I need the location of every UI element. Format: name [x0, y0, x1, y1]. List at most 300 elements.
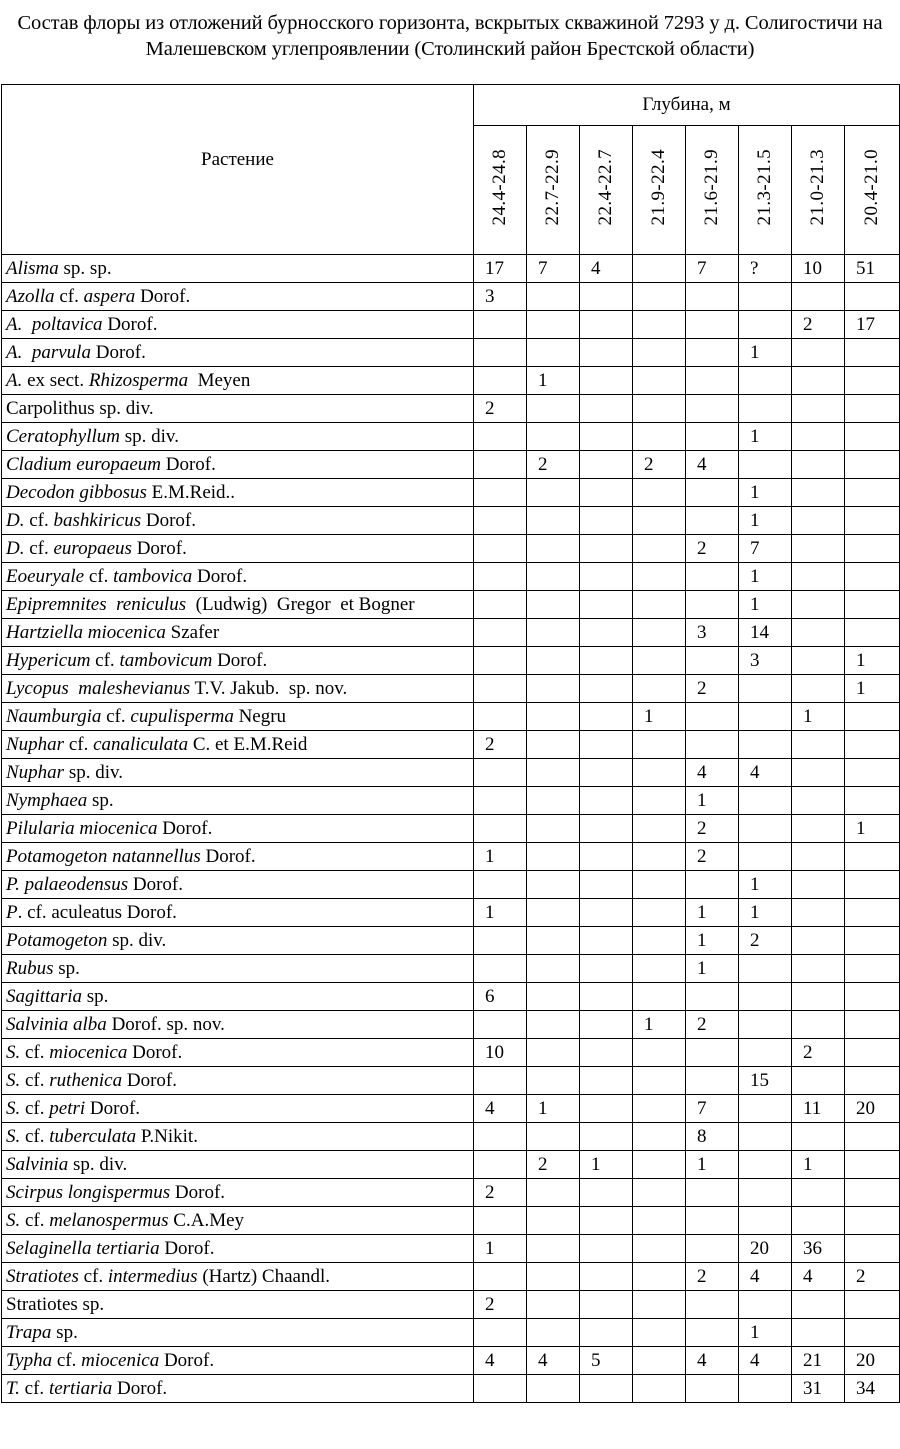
count-cell: [845, 899, 900, 927]
count-cell: [739, 1039, 792, 1067]
count-cell: [845, 507, 900, 535]
count-cell: 4: [792, 1263, 845, 1291]
depth-header-cell: [633, 126, 686, 255]
table-row: [2, 647, 900, 675]
plant-name-cell: [2, 451, 474, 479]
count-cell: [633, 1039, 686, 1067]
taxon-italic-text: Rubus: [6, 958, 54, 979]
table-row: [2, 311, 900, 339]
table-row: [2, 1291, 900, 1319]
taxon-italic-text: bashkiricus: [53, 510, 142, 531]
depth-label: 20.4-21.0: [861, 148, 882, 226]
taxon-text: cf.: [20, 1098, 50, 1119]
taxon-italic-text: intermedius: [107, 1266, 198, 1287]
count-cell: [527, 423, 580, 451]
count-cell: [792, 1291, 845, 1319]
count-cell: [845, 367, 900, 395]
taxon-italic-text: Alisma: [6, 258, 59, 279]
count-cell: 17: [845, 311, 900, 339]
taxon-text: P.Nikit.: [136, 1126, 198, 1147]
count-cell: 2: [792, 1039, 845, 1067]
taxon-italic-text: tambovicum: [119, 650, 213, 671]
taxon-text: Dorof.: [170, 1182, 226, 1203]
count-cell: [527, 843, 580, 871]
table-row: [2, 591, 900, 619]
count-cell: 2: [474, 731, 527, 759]
count-cell: [474, 759, 527, 787]
plant-name-cell: [2, 255, 474, 283]
count-cell: 2: [527, 1151, 580, 1179]
plant-name-cell: [2, 843, 474, 871]
count-cell: [527, 563, 580, 591]
table-row: [2, 367, 900, 395]
count-cell: [527, 1291, 580, 1319]
plant-name-cell: [2, 703, 474, 731]
count-cell: [686, 395, 739, 423]
count-cell: [845, 1235, 900, 1263]
count-cell: [686, 647, 739, 675]
count-cell: [580, 339, 633, 367]
count-cell: [792, 451, 845, 479]
count-cell: 2: [686, 815, 739, 843]
count-cell: [474, 1207, 527, 1235]
count-cell: [792, 1067, 845, 1095]
taxon-text: sp.: [51, 1322, 78, 1343]
plant-name-cell: [2, 759, 474, 787]
table-row: [2, 759, 900, 787]
count-cell: [580, 927, 633, 955]
count-cell: [527, 1319, 580, 1347]
count-cell: [580, 1375, 633, 1403]
count-cell: 20: [845, 1095, 900, 1123]
count-cell: [845, 843, 900, 871]
plant-name-cell: [2, 675, 474, 703]
count-cell: [527, 479, 580, 507]
count-cell: [739, 843, 792, 871]
taxon-text: sp. div.: [68, 1154, 128, 1175]
taxon-text: cf.: [20, 1042, 50, 1063]
taxon-text: . cf. aculeatus Dorof.: [17, 902, 177, 923]
count-cell: 10: [474, 1039, 527, 1067]
count-cell: [633, 1347, 686, 1375]
count-cell: [474, 311, 527, 339]
count-cell: [739, 703, 792, 731]
count-cell: [792, 1011, 845, 1039]
taxon-italic-text: Scirpus longispermus: [6, 1182, 171, 1203]
count-cell: [845, 423, 900, 451]
count-cell: [845, 983, 900, 1011]
count-cell: [792, 843, 845, 871]
count-cell: [527, 619, 580, 647]
count-cell: 20: [845, 1347, 900, 1375]
table-row: [2, 843, 900, 871]
count-cell: [792, 1319, 845, 1347]
table-row: [2, 283, 900, 311]
count-cell: 2: [474, 1179, 527, 1207]
depth-label: 21.9-22.4: [648, 148, 669, 226]
count-cell: [792, 367, 845, 395]
taxon-text: sp.: [53, 958, 80, 979]
count-cell: [845, 283, 900, 311]
taxon-text: Dorof.: [127, 1042, 183, 1063]
count-cell: [686, 311, 739, 339]
count-cell: [686, 703, 739, 731]
count-cell: 2: [686, 675, 739, 703]
count-cell: [580, 955, 633, 983]
count-cell: 21: [792, 1347, 845, 1375]
count-cell: [527, 1263, 580, 1291]
taxon-italic-text: canaliculata: [93, 734, 189, 755]
table-row: [2, 983, 900, 1011]
count-cell: [474, 787, 527, 815]
count-cell: [739, 367, 792, 395]
count-cell: [474, 451, 527, 479]
taxon-italic-text: Pilularia miocenica: [6, 818, 158, 839]
count-cell: [527, 507, 580, 535]
count-cell: [633, 1067, 686, 1095]
taxon-italic-text: miocenica: [49, 1042, 128, 1063]
count-cell: 4: [474, 1347, 527, 1375]
plant-name-cell: [2, 1263, 474, 1291]
count-cell: 1: [686, 1151, 739, 1179]
count-cell: [739, 395, 792, 423]
count-cell: [474, 927, 527, 955]
count-cell: 1: [580, 1151, 633, 1179]
plant-name-cell: [2, 1179, 474, 1207]
count-cell: [474, 647, 527, 675]
taxon-italic-text: Epipremnites reniculus: [6, 594, 187, 615]
count-cell: [474, 507, 527, 535]
count-cell: [845, 703, 900, 731]
taxon-italic-text: tuberculata: [49, 1126, 137, 1147]
count-cell: [474, 703, 527, 731]
taxon-text: sp. sp.: [58, 258, 112, 279]
depth-label: 22.7-22.9: [542, 148, 563, 226]
count-cell: [845, 955, 900, 983]
taxon-italic-text: A.: [6, 370, 23, 391]
count-cell: [580, 983, 633, 1011]
count-cell: [527, 899, 580, 927]
count-cell: [580, 899, 633, 927]
count-cell: [633, 591, 686, 619]
taxon-italic-text: Decodon gibbosus: [6, 482, 147, 503]
count-cell: [633, 983, 686, 1011]
taxon-text: Stratiotes sp.: [6, 1294, 105, 1315]
count-cell: [792, 927, 845, 955]
count-cell: [686, 1291, 739, 1319]
taxon-italic-text: P. palaeodensus: [6, 874, 129, 895]
count-cell: 1: [792, 1151, 845, 1179]
count-cell: [633, 927, 686, 955]
taxon-italic-text: Potamogeton: [6, 930, 108, 951]
taxon-text: sp. div.: [120, 426, 179, 447]
count-cell: 1: [633, 1011, 686, 1039]
count-cell: [633, 535, 686, 563]
count-cell: [845, 339, 900, 367]
count-cell: [474, 1319, 527, 1347]
count-cell: [792, 815, 845, 843]
count-cell: [686, 479, 739, 507]
count-cell: [845, 619, 900, 647]
count-cell: 7: [739, 535, 792, 563]
taxon-italic-text: miocenica: [81, 1350, 160, 1371]
taxon-italic-text: aspera: [83, 286, 136, 307]
count-cell: [633, 731, 686, 759]
table-row: [2, 1207, 900, 1235]
taxon-italic-text: petri: [49, 1098, 86, 1119]
count-cell: [580, 619, 633, 647]
count-cell: 1: [527, 1095, 580, 1123]
plant-name-cell: [2, 815, 474, 843]
taxon-text: Negru: [233, 706, 287, 727]
count-cell: [527, 983, 580, 1011]
count-cell: 4: [739, 1347, 792, 1375]
table-row: [2, 1039, 900, 1067]
count-cell: 2: [792, 311, 845, 339]
taxon-italic-text: Nymphaea: [6, 790, 88, 811]
count-cell: [474, 675, 527, 703]
taxon-italic-text: D.: [6, 510, 25, 531]
count-cell: [792, 675, 845, 703]
table-row: [2, 815, 900, 843]
count-cell: [580, 1095, 633, 1123]
count-cell: [580, 423, 633, 451]
count-cell: [527, 1207, 580, 1235]
count-cell: 14: [739, 619, 792, 647]
count-cell: [580, 871, 633, 899]
count-cell: 15: [739, 1067, 792, 1095]
count-cell: [474, 367, 527, 395]
count-cell: [527, 731, 580, 759]
count-cell: [792, 591, 845, 619]
count-cell: [527, 675, 580, 703]
count-cell: [527, 927, 580, 955]
count-cell: [580, 1039, 633, 1067]
count-cell: [686, 1039, 739, 1067]
taxon-text: sp. div.: [64, 762, 124, 783]
count-cell: [792, 479, 845, 507]
count-cell: 31: [792, 1375, 845, 1403]
count-cell: 2: [527, 451, 580, 479]
count-cell: [527, 1375, 580, 1403]
count-cell: [633, 647, 686, 675]
count-cell: 2: [474, 395, 527, 423]
count-cell: [474, 1375, 527, 1403]
taxon-italic-text: Hypericum: [6, 650, 91, 671]
count-cell: [845, 395, 900, 423]
depth-label: 21.0-21.3: [807, 148, 828, 226]
taxon-italic-text: S.: [6, 1070, 21, 1091]
taxon-text: Dorof.: [131, 538, 187, 559]
count-cell: 1: [739, 563, 792, 591]
count-cell: [527, 1235, 580, 1263]
count-cell: [474, 955, 527, 983]
taxon-text: cf.: [19, 1378, 49, 1399]
count-cell: [580, 675, 633, 703]
count-cell: [686, 1067, 739, 1095]
count-cell: [845, 535, 900, 563]
taxon-text: Dorof.: [159, 1238, 215, 1259]
count-cell: [739, 1123, 792, 1151]
taxon-italic-text: A. poltavica: [6, 314, 103, 335]
table-row: [2, 1067, 900, 1095]
depth-header-cell: [845, 126, 900, 255]
count-cell: [527, 647, 580, 675]
count-cell: [792, 983, 845, 1011]
table-row: [2, 899, 900, 927]
taxon-text: cf.: [64, 734, 94, 755]
count-cell: [527, 591, 580, 619]
count-cell: [580, 1011, 633, 1039]
taxon-italic-text: Trapa: [6, 1322, 52, 1343]
count-cell: 1: [686, 955, 739, 983]
table-row: [2, 423, 900, 451]
table-row: [2, 479, 900, 507]
count-cell: 10: [792, 255, 845, 283]
taxon-italic-text: tambovica: [113, 566, 193, 587]
table-row: [2, 1179, 900, 1207]
count-cell: 1: [739, 423, 792, 451]
taxon-text: Dorof.: [85, 1098, 141, 1119]
count-cell: [792, 647, 845, 675]
count-cell: [580, 1207, 633, 1235]
count-cell: [739, 731, 792, 759]
taxon-italic-text: P: [6, 902, 18, 923]
taxon-italic-text: Salvinia alba: [6, 1014, 107, 1035]
taxon-text: Szafer: [165, 622, 220, 643]
count-cell: [474, 619, 527, 647]
count-cell: [633, 479, 686, 507]
taxon-italic-text: Cladium europaeum: [6, 454, 161, 475]
count-cell: [580, 311, 633, 339]
count-cell: 1: [739, 479, 792, 507]
count-cell: 2: [686, 1011, 739, 1039]
table-row: [2, 1235, 900, 1263]
plant-name-cell: [2, 1319, 474, 1347]
count-cell: 4: [739, 759, 792, 787]
count-cell: [633, 843, 686, 871]
count-cell: [633, 899, 686, 927]
count-cell: 4: [739, 1263, 792, 1291]
count-cell: [474, 423, 527, 451]
count-cell: [474, 1151, 527, 1179]
count-cell: 1: [739, 871, 792, 899]
count-cell: [580, 815, 633, 843]
count-cell: [580, 479, 633, 507]
count-cell: [845, 1067, 900, 1095]
table-row: [2, 563, 900, 591]
plant-name-cell: [2, 1151, 474, 1179]
count-cell: 7: [686, 255, 739, 283]
taxon-italic-text: Nuphar: [6, 762, 65, 783]
taxon-italic-text: S.: [6, 1098, 21, 1119]
plant-name-cell: [2, 395, 474, 423]
taxon-text: Dorof.: [212, 650, 268, 671]
taxon-italic-text: Hartziella miocenica: [6, 622, 166, 643]
count-cell: 51: [845, 255, 900, 283]
count-cell: [686, 339, 739, 367]
taxon-text: cf.: [24, 538, 54, 559]
count-cell: [739, 955, 792, 983]
table-row: [2, 1095, 900, 1123]
count-cell: 1: [739, 339, 792, 367]
count-cell: [739, 815, 792, 843]
count-cell: [686, 871, 739, 899]
count-cell: [633, 787, 686, 815]
count-cell: [633, 871, 686, 899]
count-cell: [686, 423, 739, 451]
count-cell: [686, 1179, 739, 1207]
count-cell: 36: [792, 1235, 845, 1263]
taxon-text: Dorof.: [159, 1350, 215, 1371]
depth-header-cell: [580, 126, 633, 255]
plant-name-cell: [2, 591, 474, 619]
count-cell: [580, 507, 633, 535]
count-cell: [845, 731, 900, 759]
count-cell: [792, 283, 845, 311]
count-cell: 4: [474, 1095, 527, 1123]
plant-name-cell: [2, 955, 474, 983]
plant-name-cell: [2, 787, 474, 815]
count-cell: [845, 759, 900, 787]
count-cell: [633, 1151, 686, 1179]
count-cell: [686, 507, 739, 535]
taxon-italic-text: Naumburgia: [6, 706, 102, 727]
taxon-text: Dorof.: [122, 1070, 177, 1091]
count-cell: [633, 1319, 686, 1347]
count-cell: [527, 1011, 580, 1039]
count-cell: 7: [527, 255, 580, 283]
count-cell: 1: [633, 703, 686, 731]
taxon-italic-text: S.: [6, 1126, 21, 1147]
depth-header-cell: [792, 126, 845, 255]
count-cell: [792, 507, 845, 535]
count-cell: 1: [474, 1235, 527, 1263]
count-cell: 34: [845, 1375, 900, 1403]
table-row: [2, 619, 900, 647]
plant-name-cell: [2, 1123, 474, 1151]
count-cell: 11: [792, 1095, 845, 1123]
count-cell: [474, 563, 527, 591]
count-cell: [686, 731, 739, 759]
count-cell: 5: [580, 1347, 633, 1375]
taxon-text: cf.: [24, 510, 54, 531]
taxon-italic-text: cupulisperma: [130, 706, 234, 727]
plant-name-cell: [2, 1039, 474, 1067]
count-cell: [633, 507, 686, 535]
taxon-italic-text: Sagittaria: [6, 986, 83, 1007]
count-cell: [686, 283, 739, 311]
count-cell: 1: [739, 507, 792, 535]
taxon-text: T.V. Jakub. sp. nov.: [190, 678, 348, 699]
count-cell: [739, 675, 792, 703]
count-cell: [686, 1235, 739, 1263]
taxon-italic-text: T.: [6, 1378, 20, 1399]
count-cell: 1: [527, 367, 580, 395]
count-cell: [474, 339, 527, 367]
count-cell: [580, 843, 633, 871]
table-row: [2, 1347, 900, 1375]
count-cell: 7: [686, 1095, 739, 1123]
count-cell: [845, 1011, 900, 1039]
taxon-italic-text: Nuphar: [6, 734, 65, 755]
taxon-italic-text: tertiaria: [48, 1378, 113, 1399]
count-cell: [792, 731, 845, 759]
count-cell: [633, 423, 686, 451]
taxon-text: cf.: [78, 1266, 108, 1287]
plant-name-cell: [2, 1375, 474, 1403]
table-row: [2, 395, 900, 423]
